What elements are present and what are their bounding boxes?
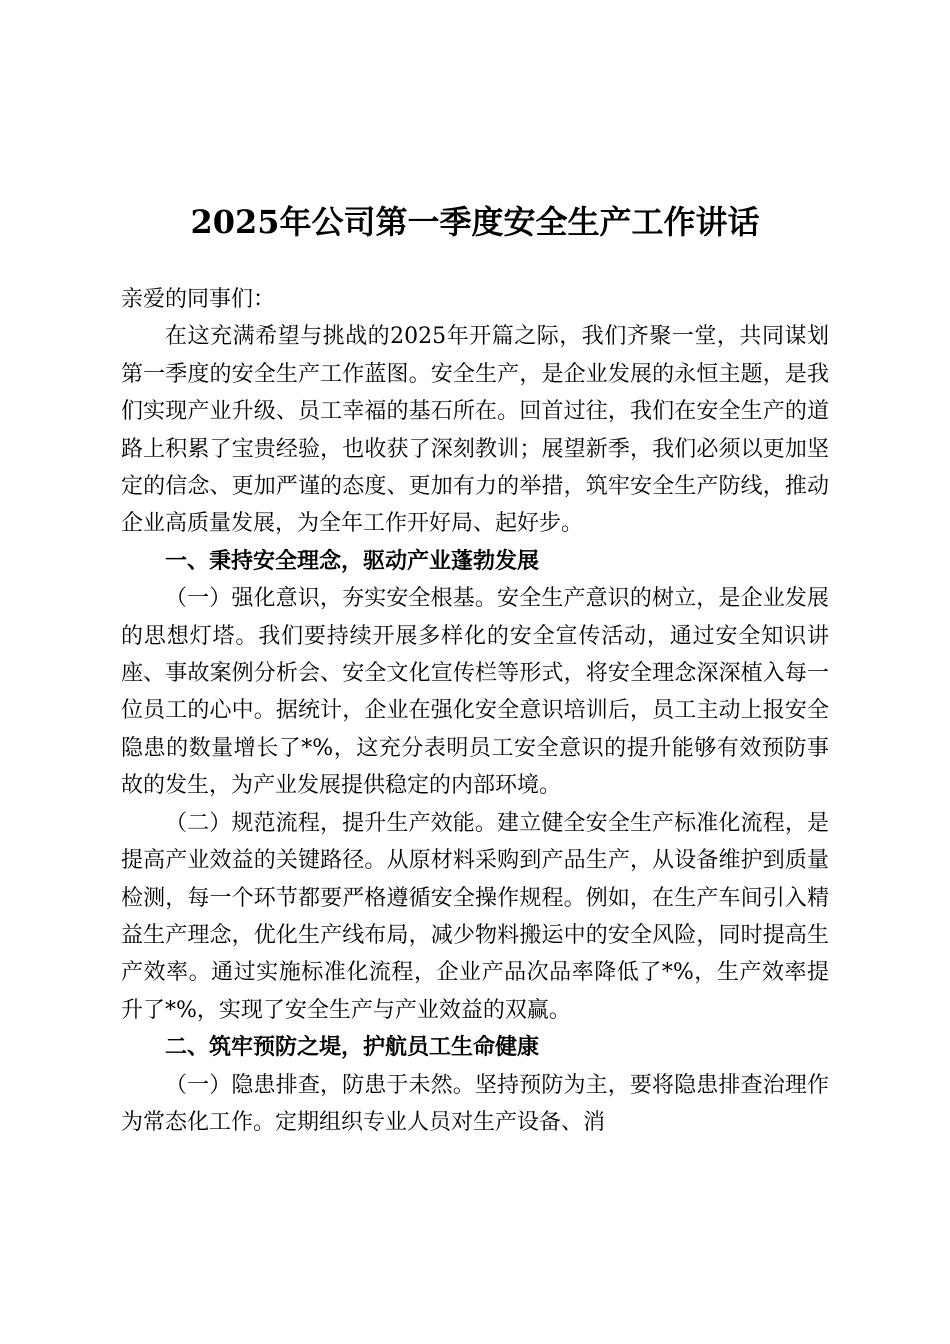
- section2-paragraph-1: （一）隐患排查，防患于未然。坚持预防为主，要将隐患排查治理作为常态化工作。定期组织专业人员对生产设备、消: [121, 1072, 829, 1135]
- section-heading-2: 二、筑牢预防之堤，护航员工生命健康: [165, 1034, 540, 1061]
- section1-paragraph-2: （二）规范流程，提升生产效能。建立健全安全生产标准化流程，是提高产业效益的关键路径。从原材料采购到产品生产，从设备维护到质量检测，每一个环节都要严格遵循安全操作规程。例如，在生产车间引入精益生产理念，优化生产线布局，减少物料搬运中的安全风险，同时提高生产效率。通过实施标准化流程，企业产品次品率降低了*%，生产效率提升了*%，实现了安全生产与产业效益的双赢。: [121, 810, 829, 1023]
- intro-paragraph: 在这充满希望与挑战的2025年开篇之际，我们齐聚一堂，共同谋划第一季度的安全生产工作蓝图。安全生产，是企业发展的永恒主题，是我们实现产业升级、员工幸福的基石所在。回首过往，我们在安全生产的道路上积累了宝贵经验，也收获了深刻教训；展望新季，我们必须以更加坚定的信念、更加严谨的态度、更加有力的举措，筑牢安全生产防线，推动企业高质量发展，为全年工作开好局、起好步。: [121, 324, 829, 537]
- salutation: 亲爱的同事们：: [121, 287, 276, 312]
- section-heading-1: 一、秉持安全理念，驱动产业蓬勃发展: [165, 547, 540, 574]
- page-title: 2025年公司第一季度安全生产工作讲话: [190, 203, 760, 241]
- document-body: [121, 281, 829, 1141]
- section1-paragraph-1: （一）强化意识，夯实安全根基。安全生产意识的树立，是企业发展的思想灯塔。我们要持续开展多样化的安全宣传活动，通过安全知识讲座、事故案例分析会、安全文化宣传栏等形式，将安全理念深深植入每一位员工的心中。据统计，企业在强化安全意识培训后，员工主动上报安全隐患的数量增长了*%，这充分表明员工安全意识的提升能够有效预防事故的发生，为产业发展提供稳定的内部环境。: [121, 586, 829, 799]
